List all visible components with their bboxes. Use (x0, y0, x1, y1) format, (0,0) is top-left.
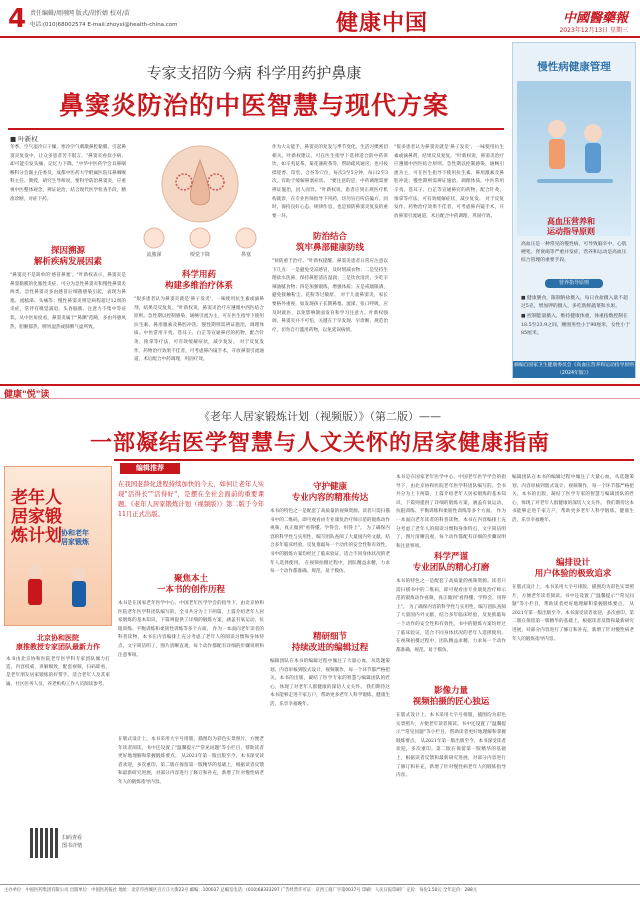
article-kicker: 专家支招防今病 科学用药护鼻康 (146, 64, 362, 82)
book-caption: 本书由北京协和医院老年医学科专家团队倾力打造，内容权威，讲解细致，配套视频，扫码即看，是老年朋友居家锻炼的好帮手。适合老年人及其家属、社区医务人员、养老机构工作人员阅读参考。 (6, 657, 110, 687)
section-bar-label: 健康"悦"读 (4, 390, 50, 400)
subhead-editing: 精研细节 持续改进的编辑过程 (291, 632, 369, 653)
subhead-prevention: 防治结合 筑牢鼻部健康防线 (295, 232, 364, 253)
book-cover-image (4, 466, 112, 626)
article-headline: 鼻窦炎防治的中医智慧与现代方案 (58, 91, 449, 120)
nose-symptom-illustration (132, 142, 268, 260)
masthead (0, 0, 640, 38)
editor-credits: 责任编辑/周刚网 版式/胡忻婧 校对/苗 (30, 10, 130, 17)
lower-column-3b: 本书的特色之一是配套了高质量的视频资源。读者只需扫描书中的二维码，即可观看由专业康复治疗师示范的锻炼动作视频，真正做到"看得懂、学得会、用得上"。 为了确保内容的科学性与实用性，编写团队查阅了大量国内外文献，结合多年临床经验，反复推敲每一个动作的安全性和有效性。书中的锻炼方案均经过了临床验证，适合不同身体状况的老年人选择使用。 在视频拍摄过程中，团队精益求精，力求每一个动作都准确、规范、易于模仿。 (396, 579, 506, 653)
sidebar-banner-heading: 高血压营养和 运动指导原则 (547, 217, 595, 236)
subhead-team: 科学严谨 专业团队的精心打磨 (412, 552, 490, 573)
exercise-figure-icon (517, 81, 631, 211)
sidebar-source: 摘编自国家卫生健康委员会《高血压营养和运动指导原则（2024年版）》 (513, 361, 635, 378)
lower-column-2: 本书的特色之一是配套了高质量的视频资源。读者只需扫描书中的二维码，即可观看由专业康复治疗师示范的锻炼动作视频，真正做到"看得懂、学得会、用得上"。 为了确保内容的科学性与实用性，编写团队查阅了大量国内外文献，结合多年临床经验，反复推敲每一个动作的安全性和有效性。书中的锻炼方案均经过了临床验证，适合不同身体状况的老年人选择使用。 在视频拍摄过程中，团队精益求精，力求每一个动作都准确、规范、易于模仿。 (270, 509, 390, 575)
lower-article-kicker: 《老年人居家锻炼计划（视频版）》（第二版）—— (199, 410, 441, 423)
lower-column-3c: 在版式设计上，本书采用大字号排版，插图均为彩色实景照片，方便老年读者阅读。书中还设置了"温馨提示""常见问题"等小栏目，帮助读者更好地理解和掌握锻炼要点。 从2021年第一版出版至今，本书深受读者欢迎，多次重印。第二版在保留第一版精华的基础上，根据读者反馈和最新研究进展，对部分内容进行了修订和补充，新增了针对慢性病老年人的锻炼指导内容。 (396, 713, 506, 779)
lower-headline-rule (114, 459, 634, 461)
article-column-3a: 作为大众能手，鼻窦炎的复发与季节变化、生活习惯密切相关。叶新权建议，可在医生指导下选择适合的中药茶饮，如辛夷花茶、菊花薄荷茶等，帮助疏风通窍；也可按揉迎香、印堂、合谷等穴位，每次3至5分钟，每日2至3次，有助于缓解鼻塞症状。 "要注意的是，中药调理需要辨证施治，因人而异。"叶新权说，患者应到正规医疗机构就诊，在专业医师指导下用药，切勿盲目听信偏方。同时，保持良好心态、规律作息，也是预防鼻窦炎复发的重要一环。 (272, 145, 388, 219)
book-cover-title: 老年人 居家锻 炼计划 (11, 488, 62, 546)
article-column-1b: "鼻窦炎不是简单的'感冒鼻塞'。"叶新权表示，鼻窦炎是鼻窦黏膜的化脓性炎症，可分为急性鼻窦炎和慢性鼻窦炎两类。急性鼻窦炎多由感冒后细菌感染引起，表现为鼻塞、流脓涕、头痛等；慢性鼻窦炎则是病程超过12周的炎症，常伴有嗅觉减退、头昏脑涨、注意力不集中等症状。从中医角度看，鼻窦炎属于"鼻渊"范畴，多由外感风热、胆腑郁热、脾胃湿热或肺脾气虚所致。 (10, 273, 126, 330)
subhead-design: 编排设计 用户体验的极致追求 (534, 558, 612, 579)
article-column-1: 冬季，空气湿冷日干燥，寒冷空气刺激鼻腔黏膜，引起鼻窦炎复发中，让众多患者苦不堪言。"鼻窦炎看似小病，却可能引发头痛、记忆力下降。"中华中医药学会耳鼻咽喉科分会副主任委员，成都中医药大学附属医院耳鼻咽喉科主任、教授，研究生导师说，要科学防治鼻窦炎，应重视中医整体观念，辨证论治，结合现代医学检查手段，精准诊断，对症下药。 (10, 145, 126, 202)
lower-column-3a: 本书是在国家老年医学中心、中国老年医学学会的指导下，由北京协和医院老年医学科团队编写的。全书共分为上下两篇，上篇介绍老年人居家锻炼的基本知识，下篇则提供了详细的锻炼方案，涵盖有氧运动、抗阻训练、平衡训练和柔韧性训练等多个方面。 作为一本面向老年读者的科普读物，本书在内容编排上充分考虑了老年人的阅读习惯和身体特点，文字简洁明了，图片清晰直观，每个动作都配有详细的步骤说明和注意事项。 (396, 475, 506, 548)
sidebar-point: ■ 控制能量摄入，维持健康体重，体重指数控制在18.5至23.9之间，腰围男性小于90厘米，女性小于85厘米。 (521, 314, 631, 336)
caption-pus: 流脓涕 (146, 252, 162, 258)
article-byline: ■ 叶新权 (10, 135, 38, 143)
lower-column-1: 本书是在国家老年医学中心、中国老年医学学会的指导下，由北京协和医院老年医学科团队编写的。全书共分为上下两篇，上篇介绍老年人居家锻炼的基本知识，下篇则提供了详细的锻炼方案，涵盖有氧运动、抗阻训练、平衡训练和柔韧性训练等多个方面。 作为一本面向老年读者的科普读物，本书在内容编排上充分考虑了老年人的阅读习惯和身体特点，文字简洁明了，图片清晰直观，每个动作都配有详细的步骤说明和注意事项。 (118, 601, 264, 658)
subhead-treatment: 科学用药 构建多维治疗体系 (164, 270, 233, 291)
section-title: 健康中国 (336, 11, 429, 36)
editor-recommendation-label: 编辑推荐 (120, 463, 180, 474)
caption-smell: 嗅觉下降 (189, 252, 211, 258)
sidebar-badge: 营养指导原则 (545, 279, 603, 288)
sidebar-title: 慢性病健康管理 (537, 61, 611, 73)
sidebar-banner-image (517, 81, 631, 236)
subhead-video: 影像力量 视频拍摄的匠心独运 (412, 686, 490, 707)
elderly-exercise-icon (5, 557, 112, 626)
page-number: 4 (8, 4, 27, 34)
lower-article-preface: 在我国老龄化进程持续加快的今天，如何让老年人实现"活得长""活得好"，是摆在全社会面前的重要课题。《老年人居家锻炼计划（视频版）》第二版于今年11月正式出版。 (118, 481, 264, 518)
book-cover-subtitle: 协和老年 居家锻炼 (61, 529, 89, 546)
sidebar-intro: 高血压是一种常见的慢性病，可导致脑卒中、心肌梗死、肾衰竭等严重并发症，营养和运动是高血压综合管理的重要手段。 (521, 242, 627, 264)
health-sidebar (512, 42, 636, 378)
qr-label: 扫码查看 图书详情 (62, 835, 83, 849)
lower-column-2b: 编辑团队在本书的编辑过程中倾注了大量心血，从选题策划、内容审核到版式设计、视频制作，每一个环节都严格把关。本书的出版，凝结了医学专家的智慧与编辑团队的匠心，体现了对老年人群健康的深切人文关怀。 我们期待这本书能够走进千家万户，帮助更多老年人科学锻炼、健康生活，乐享幸福晚年。 (270, 659, 390, 707)
article-column-2: "很多患者认为鼻窦炎就是'鼻子发炎'，一味使用抗生素或滴鼻剂，结果反反复复。"叶新权说，鼻窦炎治疗应遵循中西医结合原则。急性期以控制感染、通畅引流为主，可在医生指导下使用抗生素、鼻用激素及鼻腔冲洗；慢性期则需辨证施治，调理体质。中医常用辛夷、苍耳子、白芷等宣通鼻窍的药物，配合针灸、推拿等疗法，可有效缓解症状，减少复发。 对于反复发作、药物治疗效果不佳者，可考虑鼻内镜手术，开放鼻窦引流通道，术后配合中药调理，巩固疗效。 (134, 297, 264, 363)
lower-column-4a: 编辑团队在本书的编辑过程中倾注了大量心血，从选题策划、内容审核到版式设计、视频制作，每一个环节都严格把关。本书的出版，凝结了医学专家的智慧与编辑团队的匠心，体现了对老年人群健康的深切人文关怀。 我们期待这本书能够走进千家万户，帮助更多老年人科学锻炼、健康生活，乐享幸福晚年。 (512, 475, 634, 523)
qr-code-icon[interactable] (30, 828, 60, 858)
sidebar-points (521, 295, 631, 340)
lower-column-4b: 在版式设计上，本书采用大字号排版，插图均为彩色实景照片，方便老年读者阅读。书中还设置了"温馨提示""常见问题"等小栏目，帮助读者更好地理解和掌握锻炼要点。 从2021年第一版出版至今，本书深受读者欢迎，多次重印。第二版在保留第一版精华的基础上，根据读者反馈和最新研究进展，对部分内容进行了修订和补充，新增了针对慢性病老年人的锻炼指导内容。 (512, 585, 634, 642)
issue-date: 2023年12月13日 星期三 (559, 27, 628, 34)
upper-article (0, 42, 508, 382)
book-caption-heading: 北京协和医院 康推教授专家团队最新力作 (16, 634, 100, 651)
headline-rule (8, 128, 504, 130)
sidebar-point: ■ 健康膳食，限制钠盐摄入，每日食盐摄入量不超过5克，增加钾的摄入，多吃新鲜蔬菜和水果。 (521, 296, 628, 310)
lower-column-1b: 在版式设计上，本书采用大字号排版，插图均为彩色实景照片，方便老年读者阅读。书中还设置了"温馨提示""常见问题"等小栏目，帮助读者更好地理解和掌握锻炼要点。 从2021年第一版出版至今，本书深受读者欢迎，多次重印。第二版在保留第一版精华的基础上，根据读者反馈和最新研究进展，对部分内容进行了修订和补充，新增了针对慢性病老年人的锻炼指导内容。 (118, 737, 264, 785)
subhead-origin: 聚焦本土 一本书的创作历程 (156, 574, 225, 595)
article-column-4: "很多患者认为鼻窦炎就是'鼻子发炎'，一味使用抗生素或滴鼻剂，结果反反复复。"叶新权说，鼻窦炎治疗应遵循中西医结合原则。急性期以控制感染、通畅引流为主，可在医生指导下使用抗生素、鼻用激素及鼻腔冲洗；慢性期则需辨证施治，调理体质。中医常用辛夷、苍耳子、白芷等宣通鼻窍的药物，配合针灸、推拿等疗法，可有效缓解症状，减少复发。 对于反复发作、药物治疗效果不佳者，可考虑鼻内镜手术，开放鼻窦引流通道，术后配合中药调理，巩固疗效。 (394, 145, 504, 219)
contact-info: 电话:(010)68002574 E-mail:zhoyxl@health-china.com (30, 22, 178, 28)
article-column-3b: "预防重于治疗。"叶新权提醒，鼻窦炎患者日常应注意以下几点：一是避免受凉感冒，及时增减衣物；二是坚持生理盐水洗鼻，保持鼻腔清洁湿润；三是饮食清淡，少吃辛辣油腻食物；四是加强锻炼，增强体质；五是戒烟限酒，避免接触粉尘、花粉等过敏原。 对于儿童鼻窦炎，家长要格外重视，如发现孩子长期鼻塞、流涕、张口呼吸，应及时就医，以免影响颌面发育和学习注意力。叶新权强调，鼻窦炎并不可怕，关键在于早发现、早诊断、规范治疗，切勿自行滥用药物，以免延误病情。 (272, 259, 388, 333)
publication-footer: 主办单位：中国医药集团有限公司 出版单位：中国医药报社 地址：北京市西城区百万庄大街22号 邮编：100037 总编室电话：(010)68333297 广告经营许可证：京西工商广字第0037号 印刷：人民日报印刷厂 定价：每份1.50元 全年定价：288元 (0, 884, 640, 903)
section-bar (0, 384, 640, 399)
newspaper-logo: 中國醫藥報 (562, 11, 628, 26)
subhead-cause: 探因溯源 解析疾病发展因素 (33, 246, 102, 267)
caption-blocked: 鼻塞 (240, 252, 252, 258)
lower-article-headline: 一部凝结医学智慧与人文关怀的居家健康指南 (89, 430, 550, 456)
subhead-content: 守护健康 专业内容的精准传达 (291, 482, 369, 503)
